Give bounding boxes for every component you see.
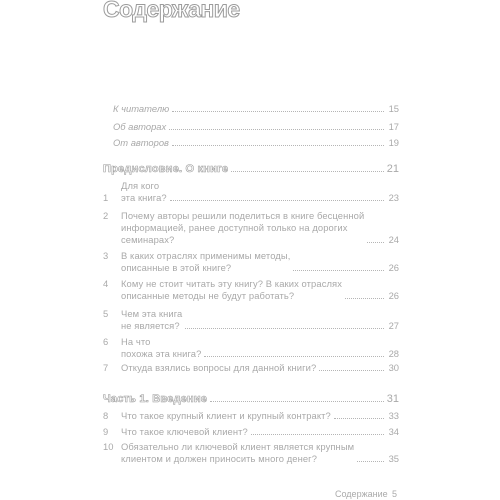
entry-number: 1: [103, 192, 109, 203]
toc-entry-4[interactable]: [103, 278, 399, 302]
entry-number: 8: [103, 410, 109, 421]
toc-entry-front-2[interactable]: [113, 121, 399, 133]
toc-section-preface[interactable]: [103, 163, 399, 175]
dot-leader: [293, 270, 384, 271]
dot-leader: [185, 328, 384, 329]
entry-title: На что похожа эта книга?: [121, 336, 202, 359]
toc-entry-title: К читателю: [113, 103, 170, 114]
section-title: Предисловие. О книге: [103, 163, 229, 175]
toc-entry-3[interactable]: [103, 250, 399, 274]
entry-number: 5: [103, 308, 109, 319]
toc-entry-2[interactable]: [103, 210, 399, 246]
toc-entry-front-3[interactable]: [113, 137, 399, 149]
entry-title: Чем эта книга не является?: [121, 308, 183, 331]
entry-number: 2: [103, 210, 109, 221]
entry-number: 9: [103, 426, 109, 437]
dot-leader: [204, 356, 384, 357]
entry-page: 28: [388, 348, 399, 359]
toc-entry-5[interactable]: [103, 308, 399, 332]
entry-page: 30: [388, 362, 399, 373]
dot-leader: [172, 111, 384, 112]
dot-leader: [169, 129, 384, 130]
dot-leader: [172, 145, 384, 146]
entry-number: 7: [103, 362, 109, 373]
dot-leader: [345, 298, 384, 299]
entry-title: Что такое ключевой клиент?: [121, 426, 248, 437]
entry-page: 26: [388, 262, 399, 273]
dot-leader: [334, 418, 384, 419]
entry-number: 10: [103, 441, 114, 452]
toc-entry-7[interactable]: [103, 362, 399, 374]
toc-entry-page: 15: [388, 103, 399, 114]
entry-title: Кому не стоит читать эту книгу? В каких отраслях описанные методы не будут работать?: [121, 278, 343, 301]
dot-leader: [210, 401, 384, 402]
toc-entry-title: Об авторах: [113, 121, 167, 132]
entry-page: 26: [388, 290, 399, 301]
toc-entry-8[interactable]: [103, 410, 399, 422]
page-title: Содержание: [103, 0, 240, 22]
dot-leader: [251, 434, 384, 435]
entry-title: Откуда взялись вопросы для данной книги?: [121, 362, 317, 373]
entry-number: 6: [103, 336, 109, 347]
entry-page: 33: [388, 410, 399, 421]
dot-leader: [319, 370, 384, 371]
toc-entry-front-1[interactable]: [113, 103, 399, 115]
entry-page: 24: [388, 234, 399, 245]
entry-number: 3: [103, 250, 109, 261]
entry-page: 27: [388, 320, 399, 331]
toc-entry-page: 19: [388, 137, 399, 148]
dot-leader: [170, 200, 384, 201]
entry-title: В каких отраслях применимы методы, описанные в этой книге?: [121, 250, 291, 273]
entry-title: Для кого эта книга?: [121, 180, 167, 203]
section-page: 31: [386, 393, 399, 405]
toc-entry-9[interactable]: [103, 426, 399, 438]
toc-section-part1[interactable]: [103, 393, 399, 405]
entry-page: 34: [388, 426, 399, 437]
section-page: 21: [386, 163, 399, 175]
section-title: Часть 1. Введение: [103, 393, 208, 405]
toc-entry-title: От авторов: [113, 137, 169, 148]
entry-title: Обязательно ли ключевой клиент является крупным клиентом и должен приносить много денег?: [121, 441, 355, 464]
footer-label: Содержание: [335, 489, 388, 499]
toc-entry-10[interactable]: [103, 441, 399, 465]
entry-page: 35: [388, 453, 399, 464]
dot-leader: [231, 171, 384, 172]
entry-title: Что такое крупный клиент и крупный контракт?: [121, 410, 331, 421]
footer-page-number: 5: [392, 489, 398, 499]
entry-number: 4: [103, 278, 109, 289]
toc-entry-page: 17: [388, 121, 399, 132]
entry-page: 23: [388, 192, 399, 203]
dot-leader: [357, 461, 384, 462]
entry-title: Почему авторы решили поделиться в книге бесценной информацией, ранее доступной только на дорогих семинарах?: [121, 210, 365, 245]
page-footer: [335, 489, 398, 499]
toc-entry-1[interactable]: [103, 180, 399, 204]
dot-leader: [367, 242, 384, 243]
toc-entry-6[interactable]: [103, 336, 399, 360]
